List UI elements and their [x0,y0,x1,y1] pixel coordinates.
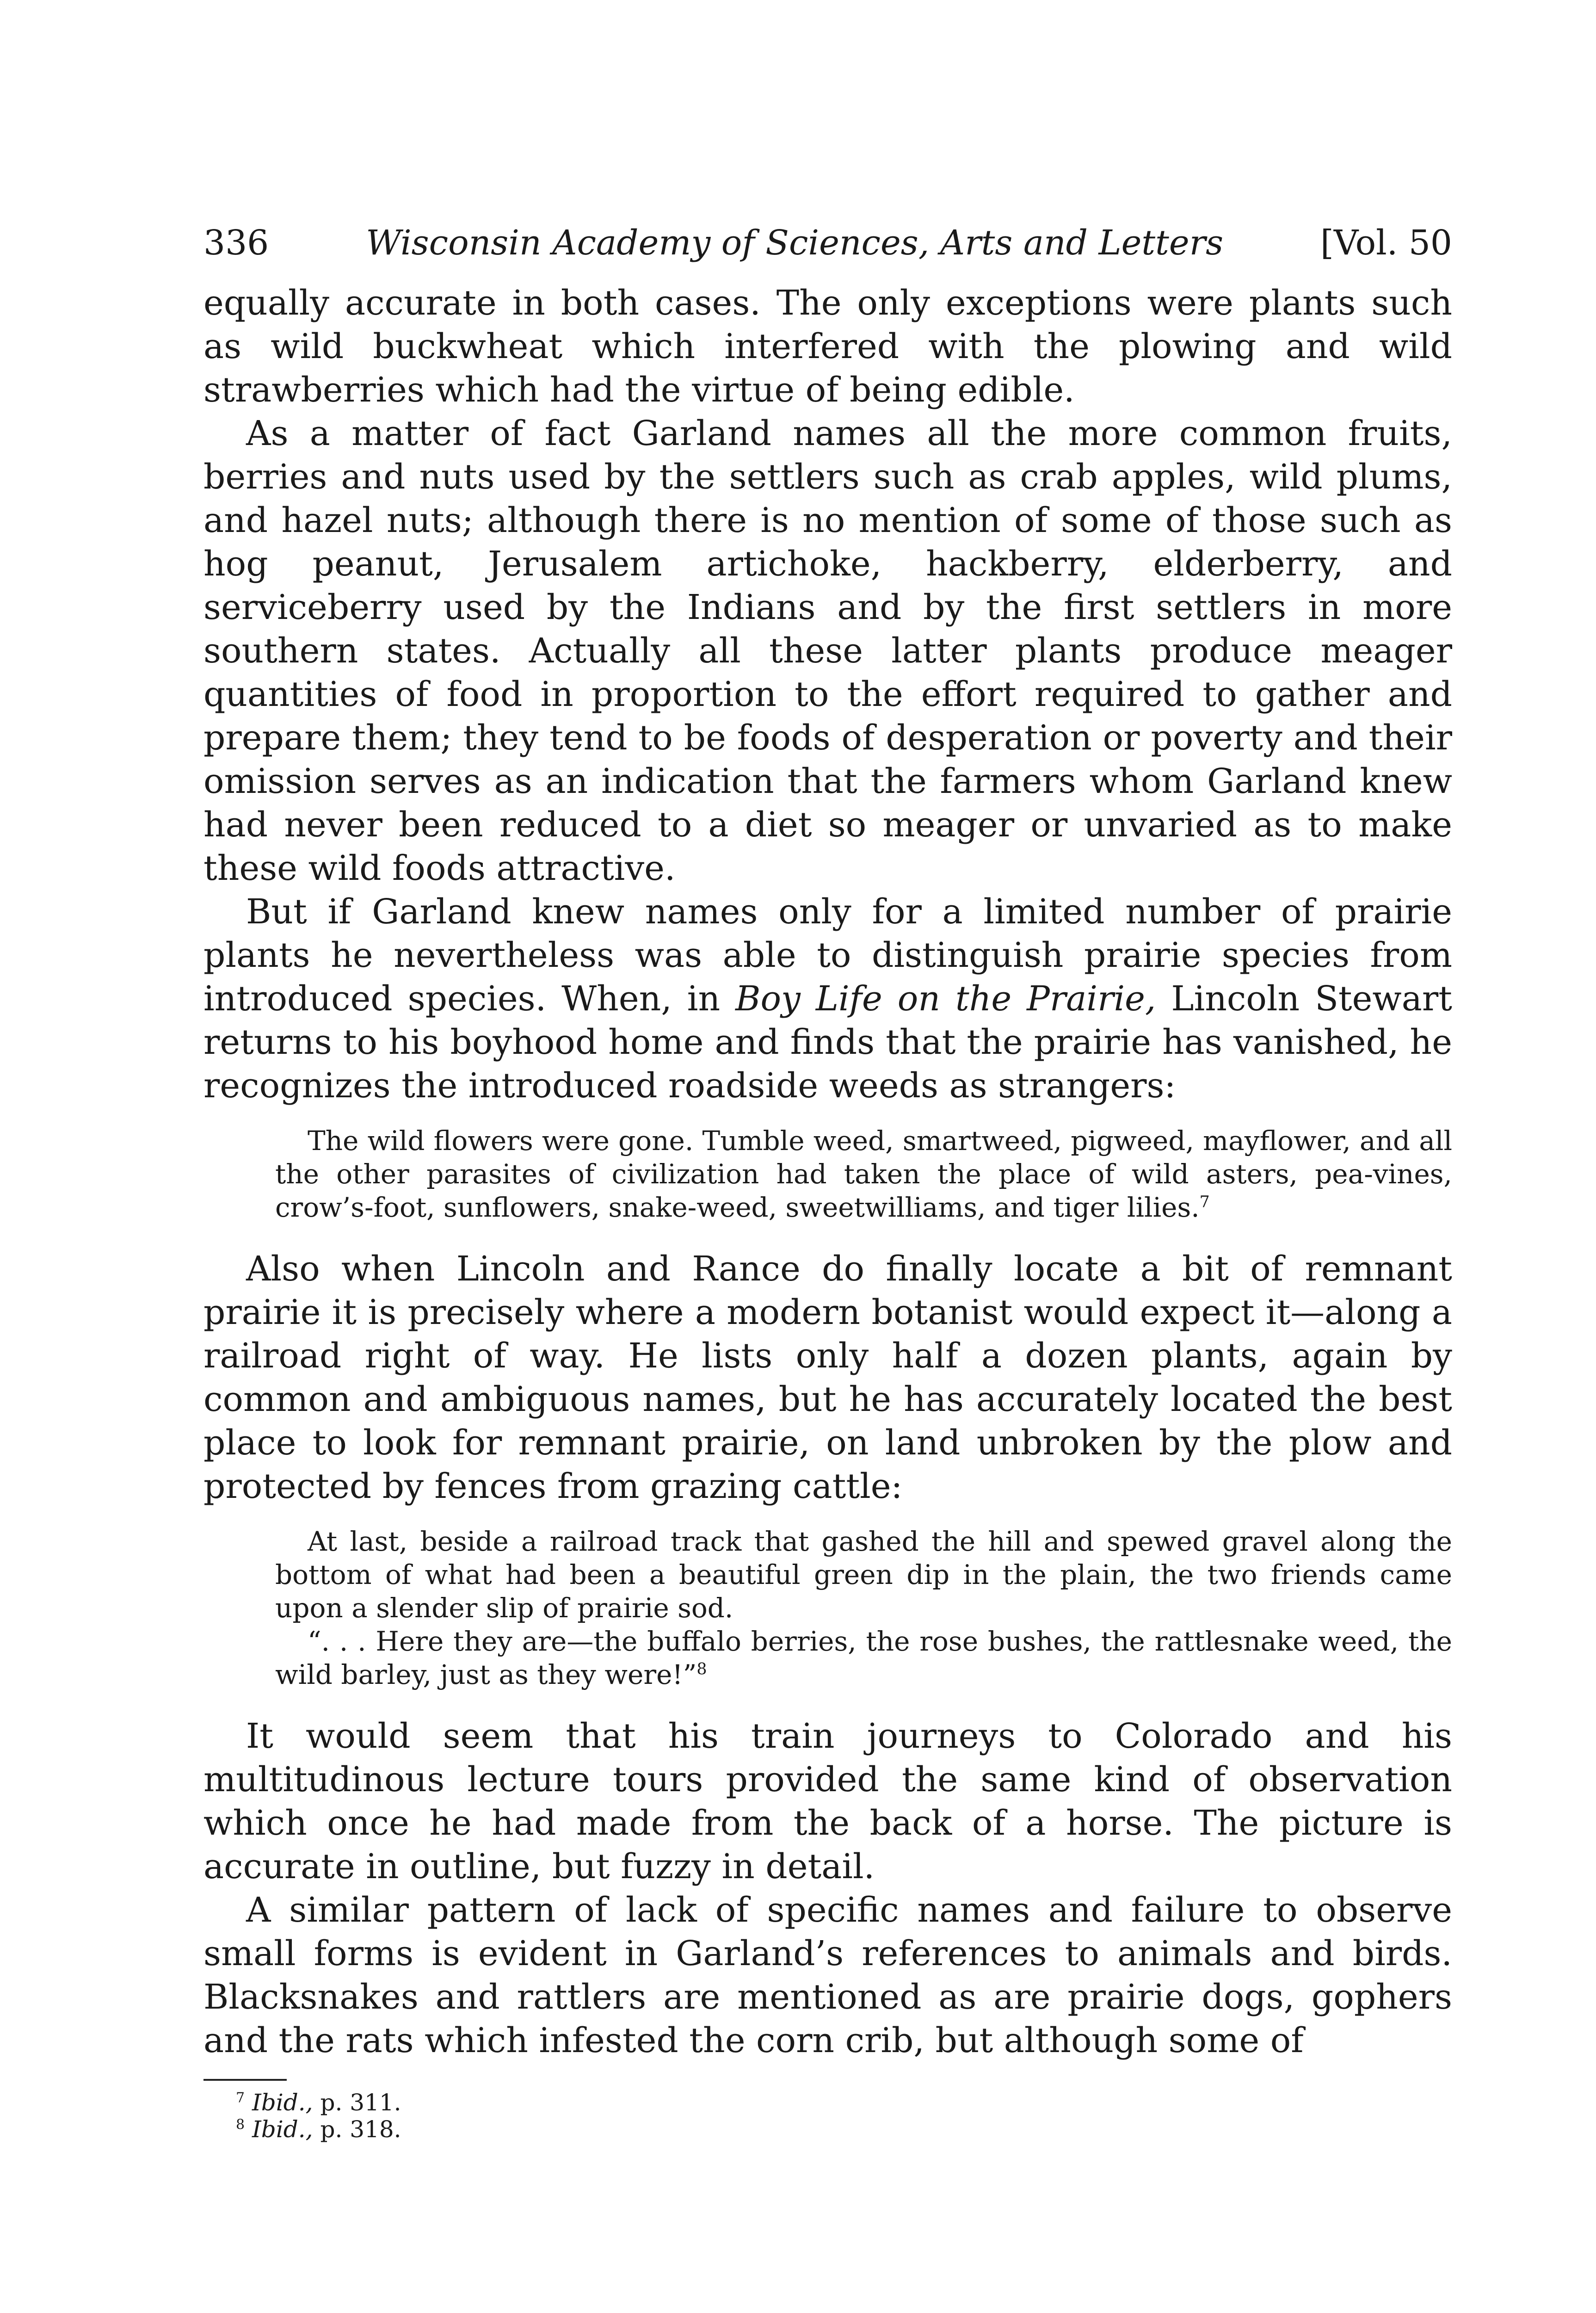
footnote-7 [236,2089,1452,2116]
footnote-8-page: p. 318. [320,2116,401,2143]
footnote-8 [236,2116,1452,2143]
quote-2-text-a: At last, beside a railroad track that gashed the hill and spewed gravel along the bottom of what had been a beautiful green dip in the plain, the two friends came upon a slender slip of prairie sod. [275,1526,1452,1624]
journal-title: Wisconsin Academy of Sciences, Arts and Letters [366,223,1224,263]
paragraph-4: Also when Lincoln and Rance do finally locate a bit of remnant prairie it is precisely where a modern botanist would expect it—along a railroad right of way. He lists only half a dozen plants, again by common and ambiguous names, but he has accurately located the best place to look for remnant prairie, on land unbroken by the plow and protected by fences from grazing cattle: [203,1249,1452,1506]
quote-2-body-b: “. . . Here they are—the buffalo berries, the rose bushes, the rattlesnake weed, the wild barley, just as they were!” [275,1626,1452,1690]
paragraph-2: As a matter of fact Garland names all the more common fruits, berries and nuts used by the settlers such as crab apples, wild plums, and hazel nuts; although there is no mention of some of those such as hog peanut, Jerusalem artichoke, hackberry, elderberry, and serviceberry used by the Indians and by the first settlers in more southern states. Actually all these latter plants produce meager quantities of food in proportion to the effort required to gather and prepare them; they tend to be foods of desperation or poverty and their omission serves as an indication that the farmers whom Garland knew had never been reduced to a diet so meager or unvaried as to make these wild foods attractive. [203,414,1452,888]
footnote-7-number: 7 [236,2090,245,2106]
paragraph-3-text-b: Lincoln Stewart returns to his boyhood home and finds that the prairie has vanished, he recognizes the introduced roadside weeds as strangers: [203,979,1452,1106]
page-number: 336 [203,223,269,263]
footnote-8-number: 8 [236,2116,245,2133]
footnote-ref-8: 8 [696,1660,707,1679]
paragraph-3 [203,890,1452,1107]
page [203,217,1452,2143]
paragraph-6: A similar pattern of lack of specific names and failure to observe small forms is evident in Garland’s references to animals and birds. Blacksnakes and rattlers are mentioned as are prairie dogs, gophers and the rats which infested the corn crib, but although some of [203,1890,1452,2060]
paragraph-5: It would seem that his train journeys to Colorado and his multitudinous lecture tours provided the same kind of observation which once he had made from the back of a horse. The picture is accurate in outline, but fuzzy in detail. [203,1716,1452,1886]
block-quote-2 [203,1525,1452,1691]
volume-label: [Vol. 50 [1320,223,1452,263]
block-quote-1 [203,1124,1452,1224]
footnotes [203,2089,1452,2143]
quote-1-body: The wild flowers were gone. Tumble weed, smartweed, pigweed, mayflower, and all the other parasites of civilization had taken the place of wild asters, pea-vines, crow’s-foot, sunflowers, snake-weed, sweetwilliams, and tiger lilies. [275,1125,1452,1223]
paragraph-1: equally accurate in both cases. The only exceptions were plants such as wild buckwheat which interfered with the plowing and wild strawberries which had the virtue of being edible. [203,283,1452,410]
footnote-ref-7: 7 [1199,1193,1210,1212]
footnote-7-source: Ibid., [252,2089,313,2116]
footnote-7-page: p. 311. [320,2089,401,2116]
quote-2-text-b [275,1625,1452,1691]
running-header [203,217,1452,268]
footnote-8-source: Ibid., [252,2116,313,2143]
paragraph-3-text-a: But if Garland knew names only for a limited number of prairie plants he nevertheless was able to distinguish prairie species from introduced species. When, in [203,892,1452,1019]
quote-1-text [275,1124,1452,1224]
book-title: Boy Life on the Prairie, [735,979,1156,1019]
footnote-divider [203,2079,287,2081]
